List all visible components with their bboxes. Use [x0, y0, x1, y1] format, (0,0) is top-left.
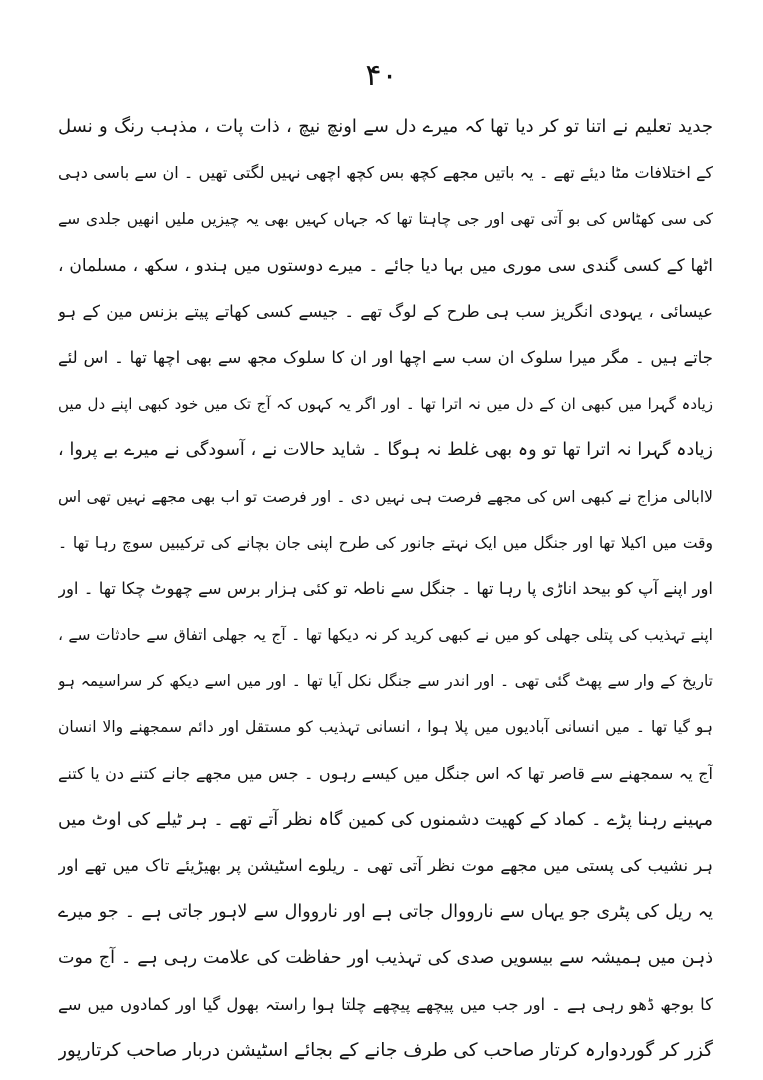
text-line: اور اپنے آپ کو بیحد اناڑی پا رہا تھا ۔ جنگل سے ناطہ تو کئی ہزار برس سے چھوٹ چکا تھا ۔ اور: [58, 578, 713, 598]
text-line: زیادہ گہرا میں کبھی ان کے دل میں نہ اترا تھا ۔ اور اگر یہ کہوں کہ آج تک میں خود کبھی اپنے دل میں: [58, 395, 713, 414]
text-line: کا بوجھ ڈھو رہی ہے ۔ اور جب میں پیچھے پیچھے چلتا ہوا راستہ بھول گیا اور کمادوں میں سے: [58, 994, 713, 1014]
text-line: وقت میں اکیلا تھا اور جنگل میں ایک نہتے جانور کی طرح اپنی جان بچانے کی ترکیبیں سوچ رہا تھا ۔: [58, 533, 713, 552]
text-line: آج یہ سمجھنے سے قاصر تھا کہ اس جنگل میں کیسے رہوں ۔ جس میں مجھے جانے کتنے دن یا کتنے: [58, 763, 713, 783]
text-line: کے اختلافات مٹا دیئے تھے ۔ یہ باتیں مجھے کچھ بس کچھ اچھی نہیں لگتی تھیں ۔ ان سے باسی دہی: [58, 163, 713, 183]
text-line: ہر نشیب کی پستی میں مجھے موت نظر آتی تھی ۔ ریلوے اسٹیشن پر بھیڑیئے تاک میں تھے اور: [58, 856, 713, 875]
text-line: کی سی کھٹاس کی بو آتی تھی اور جی چاہتا تھا کہ جہاں کہیں بھی یہ چیزیں ملیں انھیں جلدی سے: [58, 210, 713, 229]
text-line: مہینے رہنا پڑے ۔ کماد کے کھیت دشمنوں کی کمین گاہ نظر آتے تھے ۔ ہر ٹیلے کی اوٹ میں: [58, 809, 713, 830]
text-line: جدید تعلیم نے اتنا تو کر دیا تھا کہ میرے دل سے اونچ نیچ ، ذات پات ، مذہب رنگ و نسل: [58, 116, 713, 137]
text-line: لاابالی مزاج نے کبھی اس کی مجھے فرصت ہی نہیں دی ۔ اور فرصت تو اب بھی مجھے نہیں تھی اس: [58, 487, 713, 506]
text-line: ہو گیا تھا ۔ میں انسانی آبادیوں میں پلا ہوا ، انسانی تہذیب کو مستقل اور دائم سمجھنے والا انسان: [58, 718, 713, 737]
text-line: عیسائی ، یہودی انگریز سب ہی طرح کے لوگ تھے ۔ جیسے کسی کھاتے پیتے بزنس مین کے ہو: [58, 301, 713, 321]
text-line: زیادہ گہرا نہ اترا تھا تو وہ بھی غلط نہ ہوگا ۔ شاید حالات نے ، آسودگی نے میرے بے پروا ،: [58, 440, 713, 461]
text-line: تاریخ کے وار سے پھٹ گئی تھی ۔ اور اندر سے جنگل نکل آیا تھا ۔ اور میں اسے دیکھ کر سراسیمہ ہو: [58, 672, 713, 691]
text-line: اپنے تہذیب کی پتلی جھلی کو میں نے کبھی کرید کر نہ دیکھا تھا ۔ آج یہ جھلی اتفاق سے حادثات سے ،: [58, 626, 713, 645]
body-text: [58, 104, 713, 1074]
text-line: یہ ریل کی پٹری جو یہاں سے نارووال جاتی ہے اور نارووال سے لاہور جاتی ہے ۔ جو میرے: [58, 902, 713, 923]
text-line: گزر کر گوردوارہ کرتار صاحب کی طرف جانے کے بجائے اسٹیشن دربار صاحب کرتارپور: [58, 1039, 713, 1061]
text-line: ذہن میں ہمیشہ سے بیسویں صدی کی تہذیب اور حفاظت کی علامت رہی ہے ۔ آج موت: [58, 948, 713, 969]
text-line: اٹھا کے کسی گندی سی موری میں بہا دیا جائے ۔ میرے دوستوں میں ہندو ، سکھ ، مسلمان ،: [58, 255, 713, 276]
text-line: جاتے ہیں ۔ مگر میرا سلوک ان سب سے اچھا اور ان کا سلوک مجھ سے بھی اچھا تھا ۔ اس لئے: [58, 347, 713, 367]
page-number: ۴۰: [365, 58, 398, 93]
